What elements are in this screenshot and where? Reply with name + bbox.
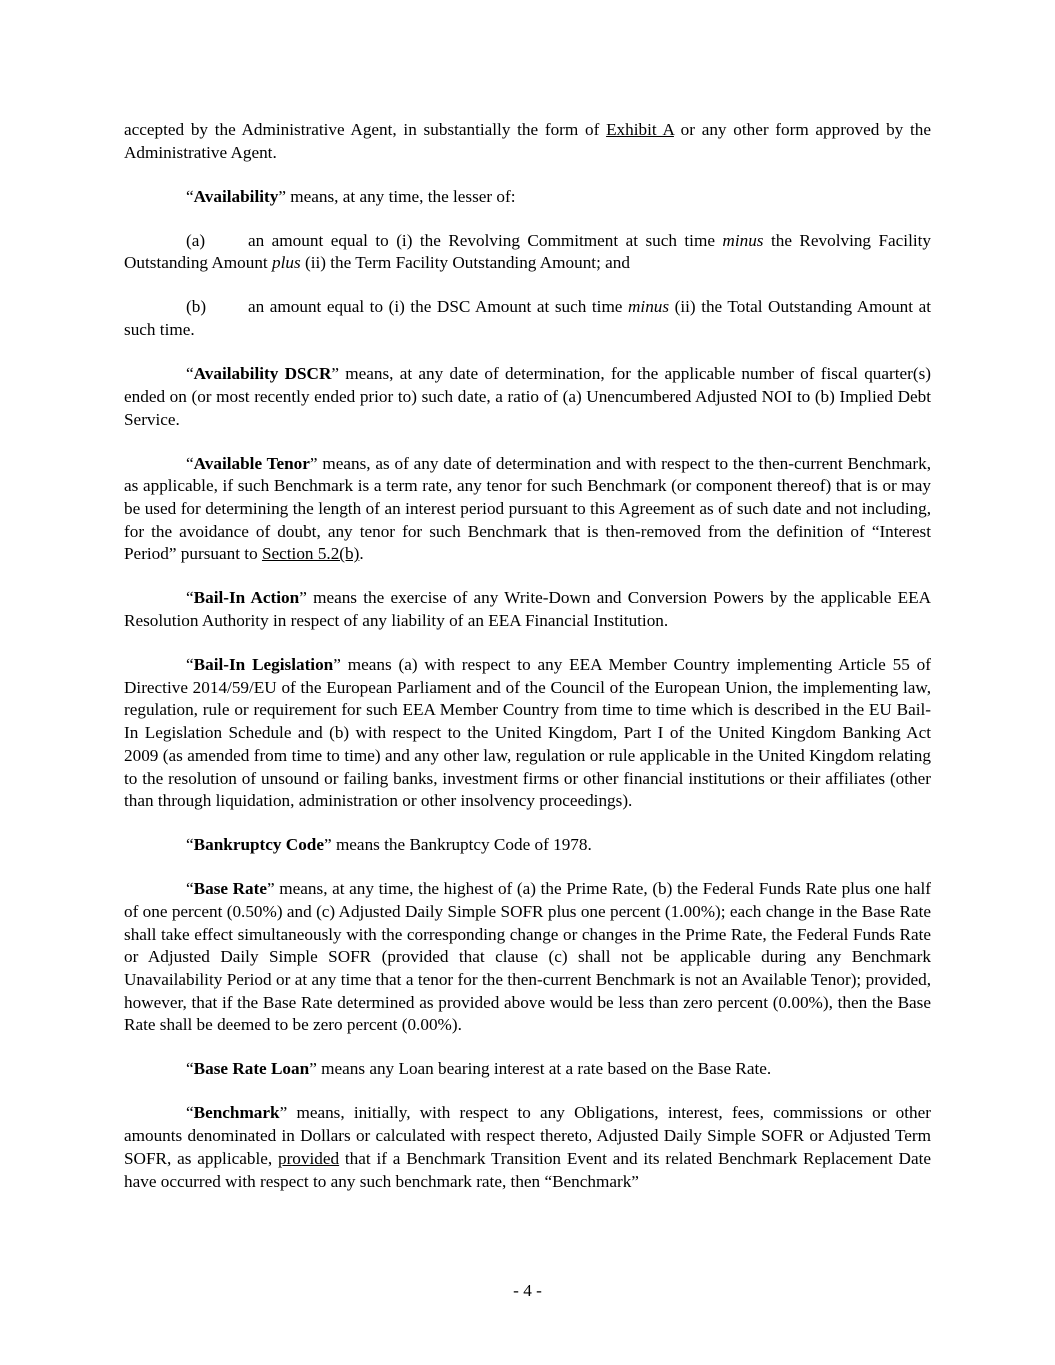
definition-text: means, initially, with respect to any Obligations, interest, fees, commissions or other amounts denominated in Dollars or calculated with respect thereto, Adjusted Daily Simple SOFR or Adjusted Term SOFR, as applicable, bbox=[124, 1103, 931, 1168]
intro-paragraph bbox=[124, 119, 931, 164]
definition-benchmark: “Benchmark” means, initially, with respect to any Obligations, interest, fees, commissions or other amounts denominated in Dollars or calculated with respect thereto, Adjusted Daily Simple SOFR or Adjusted Term SOFR, as applicable, provided that if a Benchmark Transition Event and its related Benchmark Replacement Date have occurred with respect to any such benchmark rate, then “Benchmark” bbox=[124, 1103, 932, 1191]
defined-term: Benchmark bbox=[193, 1103, 280, 1123]
definition-available-tenor: “Available Tenor” means, as of any date of determination and with respect to the then-current Benchmark, as applicable, if such Benchmark is a term rate, any tenor for such Benchmark (or component thereof) that is or may be used for determining the length of an interest period pursuant to this Agreement as of such date and not including, for the avoidance of doubt, any tenor for such Benchmark that is then-removed from the definition of “Interest Period” pursuant to Section 5.2(b). bbox=[124, 453, 932, 564]
defined-term: Bankruptcy Code bbox=[193, 835, 324, 855]
section-reference-link: Section 5.2(b) bbox=[261, 544, 360, 564]
intro-text-end: or any other form approved by the Administrative Agent. bbox=[124, 120, 932, 162]
definition-bail-in-action: “Bail-In Action” means the exercise of any Write-Down and Conversion Powers by the applicable EEA Resolution Authority in respect of any liability of an EEA Financial Institution. bbox=[124, 588, 931, 631]
intro-text: accepted by the Administrative Agent, in substantially the form of bbox=[124, 120, 607, 139]
definition-bail-in-legislation: “Bail-In Legislation” means (a) with respect to any EEA Member Country implementing Article 55 of Directive 2014/59/EU of the European Parliament and of the Council of the European Union, the implementing law, regulation, rule or requirement for such EEA Member Country from time to time which is described in the EU Bail-In Legislation Schedule and (b) with respect to the United Kingdom, Part I of the United Kingdom Banking Act 2009 (as amended from time to time) and any other law, regulation or rule applicable in the United Kingdom relating to the resolution of unsound or failing banks, investment firms or other financial institutions or their affiliates (other than through liquidation, administration or other insolvency proceedings). bbox=[124, 655, 931, 811]
definition-text: means, as of any date of determination and with respect to the then-current Benchmark, as applicable, if such Benchmark is a term rate, any tenor for such Benchmark (or component thereof) that is or may be used for determining the length of an interest period pursuant to this Agreement as of such date and not including, for the avoidance of doubt, any tenor for such Benchmark that is then-removed from the definition of “Interest Period” pursuant to bbox=[124, 453, 932, 564]
definition-text: means any Loan bearing interest at a rate based on the Base Rate. bbox=[316, 1059, 772, 1079]
definition-text: means (a) with respect to any EEA Member Country implementing Article 55 of Directive 2014/59/EU of the European Parliament and of the Council of the European Union, the implementing law, regulation, rule or requirement for such EEA Member Country from time to time which is described in the EU Bail-In Legislation Schedule and (b) with respect to the United Kingdom, Part I of the United Kingdom Banking Act 2009 (as amended from time to time) and any other law, regulation or rule applicable in the United Kingdom relating to the resolution of unsound or failing banks, investment firms or other financial institutions or their affiliates (other than through liquidation, administration or other insolvency proceedings). bbox=[124, 655, 931, 811]
clause-label: (b) bbox=[186, 297, 207, 317]
defined-term: Base Rate Loan bbox=[193, 1059, 310, 1079]
availability-clause-b: (b) an amount equal to (i) the DSC Amount at such time minus (ii) the Total Outstanding Amount at such time. bbox=[124, 297, 931, 340]
definition-text: means, at any date of determination, for the applicable number of fiscal quarter(s) ended on (or most recently ended prior to) such date, a ratio of (a) Unencumbered Adjusted NOI to (b) Implied Debt Service. bbox=[124, 364, 932, 429]
definition-base-rate-loan: “Base Rate Loan” means any Loan bearing interest at a rate based on the Base Rate. bbox=[186, 1059, 772, 1079]
page-number: - 4 - bbox=[513, 1281, 542, 1300]
defined-term: Bail-In Action bbox=[193, 588, 300, 608]
definition-text: means, at any time, the highest of (a) the Prime Rate, (b) the Federal Funds Rate plus one half of one percent (0.50%) and (c) Adjusted Daily Simple SOFR plus one percent (1.00%); each change in the Base Rate shall take effect simultaneously with the corresponding change or changes in the Prime Rate, the Federal Funds Rate or Adjusted Daily Simple SOFR (provided that clause (c) shall not be applicable during any Benchmark Unavailability Period or at any time that a tenor for the then-current Benchmark is not an Available Tenor); provided, however, that if the Base Rate determined as provided above would be less than zero percent (0.00%), then the Base Rate shall be deemed to be zero percent (0.00%). bbox=[124, 879, 932, 1035]
document-body bbox=[124, 119, 931, 1215]
availability-clause-a: (a) an amount equal to (i) the Revolving Commitment at such time minus the Revolving Facility Outstanding Amount plus (ii) the Term Facility Outstanding Amount; and bbox=[124, 230, 931, 273]
defined-term: Available Tenor bbox=[193, 453, 310, 473]
defined-term: Base Rate bbox=[193, 879, 268, 899]
definition-availability: “Availability” means, at any time, the lesser of: bbox=[186, 186, 516, 206]
defined-term: Bail-In Legislation bbox=[193, 655, 334, 675]
exhibit-a-link: Exhibit A bbox=[606, 120, 674, 139]
definition-bankruptcy-code: “Bankruptcy Code” means the Bankruptcy Code of 1978. bbox=[186, 835, 592, 855]
definition-availability-dscr: “Availability DSCR” means, at any date of determination, for the applicable number of fiscal quarter(s) ended on (or most recently ended prior to) such date, a ratio of (a) Unencumbered Adjusted NOI to (b) Implied Debt Service. bbox=[124, 364, 932, 429]
definition-base-rate: “Base Rate” means, at any time, the highest of (a) the Prime Rate, (b) the Federal Funds Rate plus one half of one percent (0.50%) and (c) Adjusted Daily Simple SOFR plus one percent (1.00%); each change in the Base Rate shall take effect simultaneously with the corresponding change or changes in the Prime Rate, the Federal Funds Rate or Adjusted Daily Simple SOFR (provided that clause (c) shall not be applicable during any Benchmark Unavailability Period or at any time that a tenor for the then-current Benchmark is not an Available Tenor); provided, however, that if the Base Rate determined as provided above would be less than zero percent (0.00%), then the Base Rate shall be deemed to be zero percent (0.00%). bbox=[124, 879, 932, 1035]
definition-text: means the exercise of any Write-Down and Conversion Powers by the applicable EEA Resolution Authority in respect of any liability of an EEA Financial Institution. bbox=[124, 588, 931, 631]
clause-label: (a) bbox=[186, 230, 206, 250]
defined-term: Availability bbox=[193, 186, 279, 206]
provided-term: provided bbox=[277, 1148, 340, 1168]
definition-text: means, at any time, the lesser of: bbox=[285, 186, 516, 206]
defined-term: Availability DSCR bbox=[193, 364, 332, 384]
definition-text: means the Bankruptcy Code of 1978. bbox=[331, 835, 592, 855]
